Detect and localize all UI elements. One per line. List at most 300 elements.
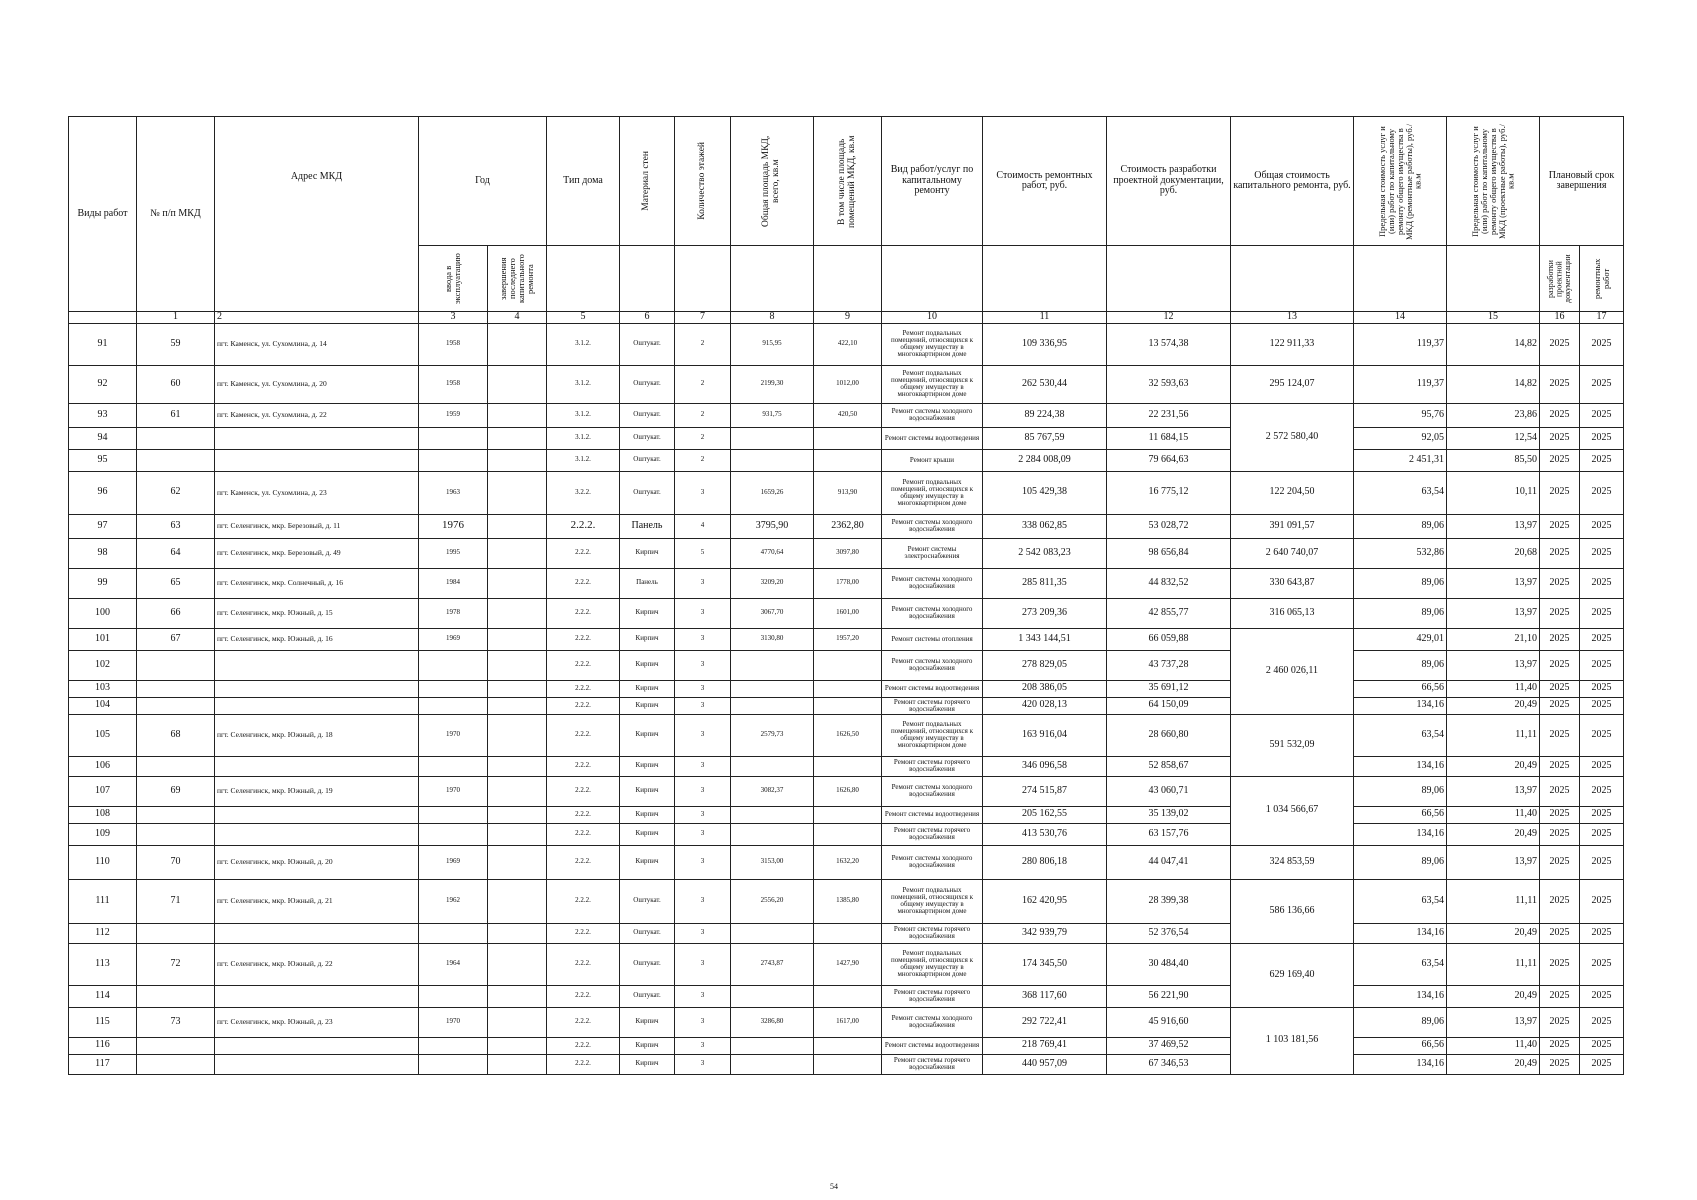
header-limit-design-text: Предельная стоимость услуг и (или) работ по капитальному ремонту общего имущества в МКД (проектные работы), руб./кв.м: [1469, 123, 1516, 239]
cell-mkd-number: [137, 650, 215, 680]
header-blank-9: [814, 246, 882, 312]
cell-limit-repair: 66,56: [1354, 1037, 1447, 1054]
cell-limit-design: 85,50: [1447, 449, 1540, 471]
cell-year-commission: 1984: [419, 568, 488, 598]
cell-row-number: 107: [69, 776, 137, 806]
cell-house-type: 2.2.2.: [547, 985, 620, 1007]
cell-limit-design: 20,49: [1447, 985, 1540, 1007]
cell-house-type: 3.2.2.: [547, 471, 620, 514]
cell-total-area: 915,95: [731, 323, 814, 365]
column-number: 14: [1354, 312, 1447, 324]
cell-limit-design: 21,10: [1447, 628, 1540, 650]
cell-address: пгт. Каменск, ул. Сухомлина, д. 20: [215, 365, 419, 403]
cell-deadline-design: 2025: [1540, 449, 1580, 471]
cell-year-last-repair: [488, 845, 547, 879]
capital-repair-table: [68, 116, 1624, 1075]
cell-work-kind: Ремонт системы водоотведения: [882, 806, 983, 823]
cell-floors: 3: [675, 845, 731, 879]
cell-limit-design: 23,86: [1447, 403, 1540, 427]
cell-deadline-works: 2025: [1580, 1054, 1624, 1074]
cell-year-commission: [419, 1054, 488, 1074]
cell-house-type: 2.2.2.: [547, 538, 620, 568]
cell-address: [215, 449, 419, 471]
cell-repair-cost: 280 806,18: [983, 845, 1107, 879]
cell-deadline-design: 2025: [1540, 1037, 1580, 1054]
cell-mkd-number: 66: [137, 598, 215, 628]
cell-premises-area: [814, 449, 882, 471]
cell-deadline-design: 2025: [1540, 427, 1580, 449]
cell-row-number: 92: [69, 365, 137, 403]
cell-limit-repair: 89,06: [1354, 598, 1447, 628]
cell-deadline-design: 2025: [1540, 879, 1580, 923]
header-blank-11: [983, 246, 1107, 312]
cell-floors: 3: [675, 776, 731, 806]
header-deadline: Плановый срок завершения: [1540, 117, 1624, 246]
cell-design-cost: 43 060,71: [1107, 776, 1231, 806]
cell-deadline-works: 2025: [1580, 471, 1624, 514]
cell-premises-area: 1957,20: [814, 628, 882, 650]
cell-deadline-works: 2025: [1580, 845, 1624, 879]
header-year: Год: [419, 117, 547, 246]
cell-year-commission: 1963: [419, 471, 488, 514]
cell-mkd-number: [137, 806, 215, 823]
cell-repair-cost: 278 829,05: [983, 650, 1107, 680]
cell-limit-repair: 66,56: [1354, 680, 1447, 697]
cell-premises-area: [814, 806, 882, 823]
cell-premises-area: [814, 680, 882, 697]
cell-mkd-number: 65: [137, 568, 215, 598]
cell-year-commission: [419, 985, 488, 1007]
cell-house-type: 2.2.2.: [547, 628, 620, 650]
table-row: [69, 568, 1624, 598]
header-work-type: Виды работ: [69, 117, 137, 312]
cell-work-kind: Ремонт системы холодного водоснабжения: [882, 650, 983, 680]
cell-premises-area: [814, 697, 882, 714]
cell-repair-cost: 85 767,59: [983, 427, 1107, 449]
cell-wall-material: Кирпич: [620, 598, 675, 628]
cell-deadline-works: 2025: [1580, 650, 1624, 680]
cell-year-last-repair: [488, 714, 547, 756]
cell-premises-area: [814, 1054, 882, 1074]
cell-premises-area: 1626,80: [814, 776, 882, 806]
cell-repair-cost: 2 542 083,23: [983, 538, 1107, 568]
table-row: [69, 538, 1624, 568]
cell-deadline-design: 2025: [1540, 756, 1580, 776]
cell-house-type: 2.2.2.: [547, 943, 620, 985]
table-row: [69, 714, 1624, 756]
cell-repair-cost: 218 769,41: [983, 1037, 1107, 1054]
cell-mkd-number: 73: [137, 1007, 215, 1037]
cell-premises-area: 1385,80: [814, 879, 882, 923]
cell-total-cost: 1 103 181,56: [1231, 1007, 1354, 1074]
cell-total-area: [731, 449, 814, 471]
header-year-last-repair-text: завершения последнего капитального ремонта: [498, 254, 535, 303]
cell-repair-cost: 205 162,55: [983, 806, 1107, 823]
cell-total-cost: 324 853,59: [1231, 845, 1354, 879]
cell-address: пгт. Селенгинск, мкр. Солнечный, д. 16: [215, 568, 419, 598]
cell-work-kind: Ремонт системы холодного водоснабжения: [882, 598, 983, 628]
header-year-last-repair: [488, 246, 547, 312]
header-blank-8: [731, 246, 814, 312]
cell-deadline-design: 2025: [1540, 568, 1580, 598]
cell-year-last-repair: [488, 650, 547, 680]
cell-row-number: 98: [69, 538, 137, 568]
column-number: 15: [1447, 312, 1540, 324]
cell-design-cost: 66 059,88: [1107, 628, 1231, 650]
cell-repair-cost: 338 062,85: [983, 514, 1107, 538]
cell-limit-design: 14,82: [1447, 323, 1540, 365]
cell-deadline-design: 2025: [1540, 471, 1580, 514]
cell-premises-area: [814, 923, 882, 943]
cell-work-kind: Ремонт системы холодного водоснабжения: [882, 845, 983, 879]
cell-design-cost: 16 775,12: [1107, 471, 1231, 514]
cell-total-area: 2743,87: [731, 943, 814, 985]
cell-limit-design: 20,49: [1447, 923, 1540, 943]
cell-mkd-number: 60: [137, 365, 215, 403]
cell-house-type: 3.1.2.: [547, 427, 620, 449]
cell-row-number: 109: [69, 823, 137, 845]
header-deadline-works: [1580, 246, 1624, 312]
cell-address: пгт. Селенгинск, мкр. Южный, д. 15: [215, 598, 419, 628]
cell-limit-repair: 119,37: [1354, 323, 1447, 365]
cell-work-kind: Ремонт системы холодного водоснабжения: [882, 1007, 983, 1037]
cell-limit-repair: 134,16: [1354, 1054, 1447, 1074]
cell-year-last-repair: [488, 323, 547, 365]
cell-work-kind: Ремонт системы холодного водоснабжения: [882, 568, 983, 598]
cell-mkd-number: 69: [137, 776, 215, 806]
cell-wall-material: Оштукат.: [620, 449, 675, 471]
cell-mkd-number: 62: [137, 471, 215, 514]
cell-total-cost: 295 124,07: [1231, 365, 1354, 403]
cell-limit-design: 11,40: [1447, 1037, 1540, 1054]
table-row: [69, 449, 1624, 471]
cell-mkd-number: [137, 1054, 215, 1074]
cell-repair-cost: 163 916,04: [983, 714, 1107, 756]
column-number: 1: [137, 312, 215, 324]
cell-floors: 3: [675, 1037, 731, 1054]
cell-address: [215, 923, 419, 943]
cell-premises-area: 420,50: [814, 403, 882, 427]
cell-row-number: 102: [69, 650, 137, 680]
cell-year-commission: [419, 650, 488, 680]
cell-repair-cost: 109 336,95: [983, 323, 1107, 365]
cell-limit-design: 20,49: [1447, 756, 1540, 776]
cell-row-number: 106: [69, 756, 137, 776]
column-number: 7: [675, 312, 731, 324]
cell-row-number: 111: [69, 879, 137, 923]
cell-year-last-repair: [488, 680, 547, 697]
cell-work-kind: Ремонт системы электроснабжения: [882, 538, 983, 568]
cell-deadline-works: 2025: [1580, 449, 1624, 471]
cell-total-area: 2579,73: [731, 714, 814, 756]
cell-mkd-number: [137, 985, 215, 1007]
cell-mkd-number: [137, 756, 215, 776]
cell-design-cost: 63 157,76: [1107, 823, 1231, 845]
cell-mkd-number: 59: [137, 323, 215, 365]
cell-deadline-design: 2025: [1540, 697, 1580, 714]
cell-address: пгт. Селенгинск, мкр. Южный, д. 22: [215, 943, 419, 985]
cell-year-commission: [419, 823, 488, 845]
cell-total-cost: 316 065,13: [1231, 598, 1354, 628]
cell-mkd-number: [137, 427, 215, 449]
cell-address: [215, 756, 419, 776]
cell-address: пгт. Селенгинск, мкр. Южный, д. 19: [215, 776, 419, 806]
cell-total-cost: 629 169,40: [1231, 943, 1354, 1007]
cell-row-number: 93: [69, 403, 137, 427]
cell-design-cost: 44 047,41: [1107, 845, 1231, 879]
cell-row-number: 108: [69, 806, 137, 823]
cell-house-type: 2.2.2.: [547, 776, 620, 806]
column-number: 5: [547, 312, 620, 324]
cell-floors: 3: [675, 879, 731, 923]
cell-limit-design: 13,97: [1447, 598, 1540, 628]
cell-work-kind: Ремонт подвальных помещений, относящихся к общему имуществу в многоквартирном доме: [882, 714, 983, 756]
cell-mkd-number: 70: [137, 845, 215, 879]
cell-address: пгт. Селенгинск, мкр. Южный, д. 20: [215, 845, 419, 879]
cell-total-area: 3082,37: [731, 776, 814, 806]
cell-deadline-works: 2025: [1580, 806, 1624, 823]
cell-limit-design: 13,97: [1447, 1007, 1540, 1037]
cell-limit-design: 20,49: [1447, 697, 1540, 714]
cell-floors: 3: [675, 650, 731, 680]
cell-repair-cost: 292 722,41: [983, 1007, 1107, 1037]
table-row: [69, 1054, 1624, 1074]
table-row: [69, 879, 1624, 923]
cell-limit-design: 11,11: [1447, 943, 1540, 985]
cell-work-kind: Ремонт подвальных помещений, относящихся к общему имуществу в многоквартирном доме: [882, 879, 983, 923]
cell-house-type: 2.2.2.: [547, 697, 620, 714]
cell-repair-cost: 2 284 008,09: [983, 449, 1107, 471]
cell-floors: 3: [675, 806, 731, 823]
cell-floors: 3: [675, 697, 731, 714]
cell-year-last-repair: [488, 943, 547, 985]
cell-floors: 3: [675, 471, 731, 514]
cell-year-commission: [419, 680, 488, 697]
cell-address: [215, 1054, 419, 1074]
cell-limit-repair: 134,16: [1354, 923, 1447, 943]
cell-floors: 3: [675, 823, 731, 845]
cell-deadline-works: 2025: [1580, 323, 1624, 365]
cell-repair-cost: 162 420,95: [983, 879, 1107, 923]
table-row: [69, 923, 1624, 943]
cell-limit-repair: 66,56: [1354, 806, 1447, 823]
cell-design-cost: 28 660,80: [1107, 714, 1231, 756]
cell-year-commission: 1978: [419, 598, 488, 628]
column-number-row: [69, 312, 1624, 324]
cell-deadline-design: 2025: [1540, 943, 1580, 985]
cell-house-type: 2.2.2.: [547, 1054, 620, 1074]
cell-wall-material: Кирпич: [620, 697, 675, 714]
cell-total-cost: 591 532,09: [1231, 714, 1354, 776]
cell-house-type: 2.2.2.: [547, 756, 620, 776]
cell-mkd-number: 67: [137, 628, 215, 650]
cell-row-number: 116: [69, 1037, 137, 1054]
header-floors: [675, 117, 731, 246]
cell-limit-design: 20,68: [1447, 538, 1540, 568]
cell-deadline-design: 2025: [1540, 403, 1580, 427]
cell-deadline-works: 2025: [1580, 823, 1624, 845]
cell-year-last-repair: [488, 923, 547, 943]
cell-deadline-design: 2025: [1540, 628, 1580, 650]
header-year-commission-text: ввода в эксплуатацию: [443, 253, 462, 304]
table-row: [69, 943, 1624, 985]
cell-deadline-works: 2025: [1580, 598, 1624, 628]
cell-deadline-design: 2025: [1540, 323, 1580, 365]
cell-house-type: 2.2.2.: [547, 1007, 620, 1037]
cell-premises-area: [814, 985, 882, 1007]
cell-deadline-design: 2025: [1540, 985, 1580, 1007]
cell-design-cost: 45 916,60: [1107, 1007, 1231, 1037]
cell-year-commission: 1995: [419, 538, 488, 568]
cell-house-type: 2.2.2.: [547, 650, 620, 680]
cell-work-kind: Ремонт подвальных помещений, относящихся к общему имуществу в многоквартирном доме: [882, 943, 983, 985]
header-wall-material-text: Материал стен: [641, 151, 652, 211]
header-limit-repair: [1354, 117, 1447, 246]
header-blank-15: [1447, 246, 1540, 312]
cell-limit-repair: 89,06: [1354, 650, 1447, 680]
header-house-type: Тип дома: [547, 117, 620, 246]
cell-total-area: [731, 680, 814, 697]
cell-deadline-design: 2025: [1540, 538, 1580, 568]
cell-deadline-works: 2025: [1580, 1007, 1624, 1037]
cell-row-number: 114: [69, 985, 137, 1007]
cell-total-area: 3153,00: [731, 845, 814, 879]
cell-year-last-repair: [488, 985, 547, 1007]
cell-premises-area: 3097,80: [814, 538, 882, 568]
cell-total-cost: 586 136,66: [1231, 879, 1354, 943]
cell-limit-design: 11,11: [1447, 714, 1540, 756]
cell-address: пгт. Каменск, ул. Сухомлина, д. 22: [215, 403, 419, 427]
cell-work-kind: Ремонт крыши: [882, 449, 983, 471]
table-row: [69, 1007, 1624, 1037]
header-repair-cost: Стоимость ремонтных работ, руб.: [983, 117, 1107, 246]
header-wall-material: [620, 117, 675, 246]
cell-row-number: 104: [69, 697, 137, 714]
cell-year-last-repair: [488, 427, 547, 449]
cell-premises-area: 1626,50: [814, 714, 882, 756]
cell-work-kind: Ремонт системы холодного водоснабжения: [882, 776, 983, 806]
cell-limit-repair: 134,16: [1354, 985, 1447, 1007]
cell-deadline-design: 2025: [1540, 514, 1580, 538]
cell-row-number: 91: [69, 323, 137, 365]
header-blank-10: [882, 246, 983, 312]
cell-limit-design: 13,97: [1447, 776, 1540, 806]
cell-floors: 3: [675, 756, 731, 776]
cell-house-type: 2.2.2.: [547, 1037, 620, 1054]
cell-repair-cost: 440 957,09: [983, 1054, 1107, 1074]
cell-wall-material: Кирпич: [620, 776, 675, 806]
cell-design-cost: 79 664,63: [1107, 449, 1231, 471]
cell-deadline-works: 2025: [1580, 985, 1624, 1007]
header-limit-design: [1447, 117, 1540, 246]
cell-work-kind: Ремонт системы горячего водоснабжения: [882, 756, 983, 776]
cell-address: пгт. Селенгинск, мкр. Южный, д. 21: [215, 879, 419, 923]
cell-address: [215, 1037, 419, 1054]
cell-design-cost: 32 593,63: [1107, 365, 1231, 403]
cell-deadline-design: 2025: [1540, 806, 1580, 823]
header-premises-area-text: В том числе площадь помещений МКД, кв.м: [836, 134, 857, 228]
cell-address: пгт. Селенгинск, мкр. Березовый, д. 11: [215, 514, 419, 538]
cell-mkd-number: 68: [137, 714, 215, 756]
cell-mkd-number: 72: [137, 943, 215, 985]
cell-total-cost: 1 034 566,67: [1231, 776, 1354, 845]
header-address: Адрес МКД: [215, 117, 419, 312]
cell-row-number: 113: [69, 943, 137, 985]
cell-total-area: [731, 1037, 814, 1054]
cell-wall-material: Панель: [620, 568, 675, 598]
page-number: 54: [830, 1182, 838, 1191]
cell-wall-material: Кирпич: [620, 650, 675, 680]
cell-premises-area: 913,90: [814, 471, 882, 514]
cell-total-area: 1659,26: [731, 471, 814, 514]
cell-limit-repair: 134,16: [1354, 823, 1447, 845]
cell-year-last-repair: [488, 1007, 547, 1037]
cell-floors: 3: [675, 1007, 731, 1037]
header-blank-12: [1107, 246, 1231, 312]
cell-year-last-repair: [488, 776, 547, 806]
table-row: [69, 806, 1624, 823]
cell-total-cost: 330 643,87: [1231, 568, 1354, 598]
cell-total-area: [731, 923, 814, 943]
cell-limit-design: 12,54: [1447, 427, 1540, 449]
cell-row-number: 117: [69, 1054, 137, 1074]
cell-total-area: 3130,80: [731, 628, 814, 650]
cell-year-commission: 1969: [419, 628, 488, 650]
cell-address: пгт. Селенгинск, мкр. Южный, д. 18: [215, 714, 419, 756]
column-number: 17: [1580, 312, 1624, 324]
cell-deadline-works: 2025: [1580, 514, 1624, 538]
cell-limit-repair: 63,54: [1354, 471, 1447, 514]
cell-floors: 3: [675, 923, 731, 943]
table-row: [69, 697, 1624, 714]
cell-address: [215, 680, 419, 697]
cell-wall-material: Кирпич: [620, 756, 675, 776]
cell-house-type: 2.2.2.: [547, 879, 620, 923]
header-blank-7: [675, 246, 731, 312]
cell-deadline-design: 2025: [1540, 845, 1580, 879]
cell-deadline-works: 2025: [1580, 568, 1624, 598]
column-number: [69, 312, 137, 324]
cell-design-cost: 30 484,40: [1107, 943, 1231, 985]
cell-year-commission: [419, 697, 488, 714]
cell-row-number: 97: [69, 514, 137, 538]
cell-work-kind: Ремонт системы горячего водоснабжения: [882, 985, 983, 1007]
cell-repair-cost: 262 530,44: [983, 365, 1107, 403]
cell-year-last-repair: [488, 823, 547, 845]
cell-deadline-works: 2025: [1580, 923, 1624, 943]
cell-deadline-design: 2025: [1540, 365, 1580, 403]
cell-limit-repair: 95,76: [1354, 403, 1447, 427]
cell-premises-area: [814, 650, 882, 680]
cell-work-kind: Ремонт подвальных помещений, относящихся к общему имуществу в многоквартирном доме: [882, 323, 983, 365]
cell-wall-material: Оштукат.: [620, 943, 675, 985]
cell-floors: 2: [675, 449, 731, 471]
header-premises-area: [814, 117, 882, 246]
cell-design-cost: 43 737,28: [1107, 650, 1231, 680]
cell-deadline-design: 2025: [1540, 923, 1580, 943]
cell-limit-repair: 134,16: [1354, 697, 1447, 714]
cell-total-area: [731, 823, 814, 845]
cell-repair-cost: 342 939,79: [983, 923, 1107, 943]
cell-deadline-design: 2025: [1540, 1054, 1580, 1074]
table-row: [69, 323, 1624, 365]
cell-limit-design: 20,49: [1447, 823, 1540, 845]
cell-deadline-works: 2025: [1580, 403, 1624, 427]
cell-row-number: 101: [69, 628, 137, 650]
cell-year-commission: [419, 427, 488, 449]
cell-premises-area: [814, 756, 882, 776]
cell-row-number: 103: [69, 680, 137, 697]
